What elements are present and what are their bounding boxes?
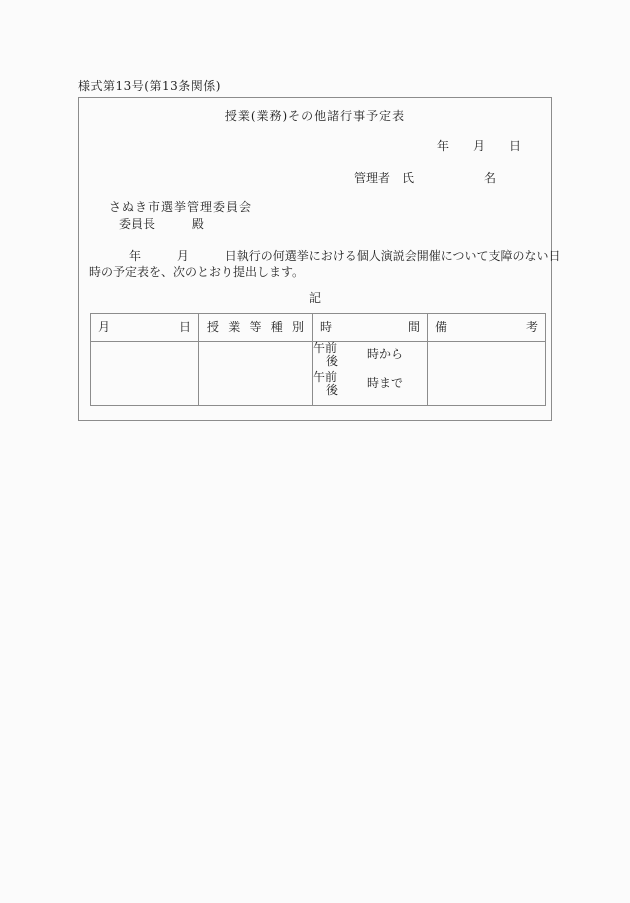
time-from-group	[313, 342, 427, 368]
chairman-label: 委員長	[119, 217, 156, 231]
header-remarks	[428, 314, 546, 342]
body-paragraph-line2: 時の予定表を、次のとおり提出します。	[89, 265, 305, 279]
date-line	[437, 140, 521, 154]
ampm-block	[313, 371, 339, 397]
header-class-type	[199, 314, 313, 342]
header-remarks-right: 考	[525, 319, 538, 334]
table-header-row	[91, 314, 546, 342]
cell-month-day-blank	[91, 342, 199, 406]
header-month-day	[91, 314, 199, 342]
record-heading: 記	[308, 291, 321, 305]
header-class-char: 等	[249, 319, 262, 334]
header-remarks-left: 備	[435, 319, 448, 334]
manager-label: 管理者	[353, 171, 390, 185]
header-time-left: 時	[320, 319, 333, 334]
honorific-label: 殿	[191, 217, 204, 231]
header-time	[313, 314, 428, 342]
time-until-group	[313, 371, 427, 397]
body-paragraph-line1	[89, 250, 560, 264]
year-label: 年	[436, 139, 449, 153]
form-title: 授業(業務)その他諸行事予定表	[224, 109, 406, 123]
form-number-label: 様式第13号(第13条関係)	[78, 79, 221, 93]
cell-remarks-blank	[428, 342, 546, 406]
month-label: 月	[472, 139, 485, 153]
header-class-char: 授	[207, 319, 220, 334]
header-time-right: 間	[407, 319, 420, 334]
header-month-label: 月	[98, 319, 111, 334]
cell-time	[313, 342, 428, 406]
table-body-row	[91, 342, 546, 406]
pm-label: 後	[325, 383, 338, 397]
pm-label: 後	[325, 354, 338, 368]
surname-label: 氏	[401, 171, 414, 185]
time-until-label: 時まで	[367, 376, 404, 391]
addressee-line	[119, 218, 204, 232]
time-from-label: 時から	[367, 347, 404, 362]
body-text-line1: 日執行の何選挙における個人演説会開催について支障のない日	[224, 249, 561, 263]
am-label: 午前	[313, 370, 338, 384]
header-class-char: 別	[291, 319, 304, 334]
cell-class-type-blank	[199, 342, 313, 406]
given-name-label: 名	[483, 171, 496, 185]
manager-line	[354, 172, 496, 186]
addressee-organization: さぬき市選挙管理委員会	[109, 200, 253, 214]
body-month-label: 月	[176, 249, 189, 263]
body-year-label: 年	[129, 249, 142, 263]
am-label: 午前	[313, 341, 338, 355]
ampm-block	[313, 342, 339, 368]
header-class-char: 種	[270, 319, 283, 334]
day-label: 日	[508, 139, 521, 153]
schedule-table	[90, 313, 546, 406]
header-class-char: 業	[228, 319, 241, 334]
form-frame	[78, 97, 561, 421]
header-day-label: 日	[178, 319, 191, 334]
